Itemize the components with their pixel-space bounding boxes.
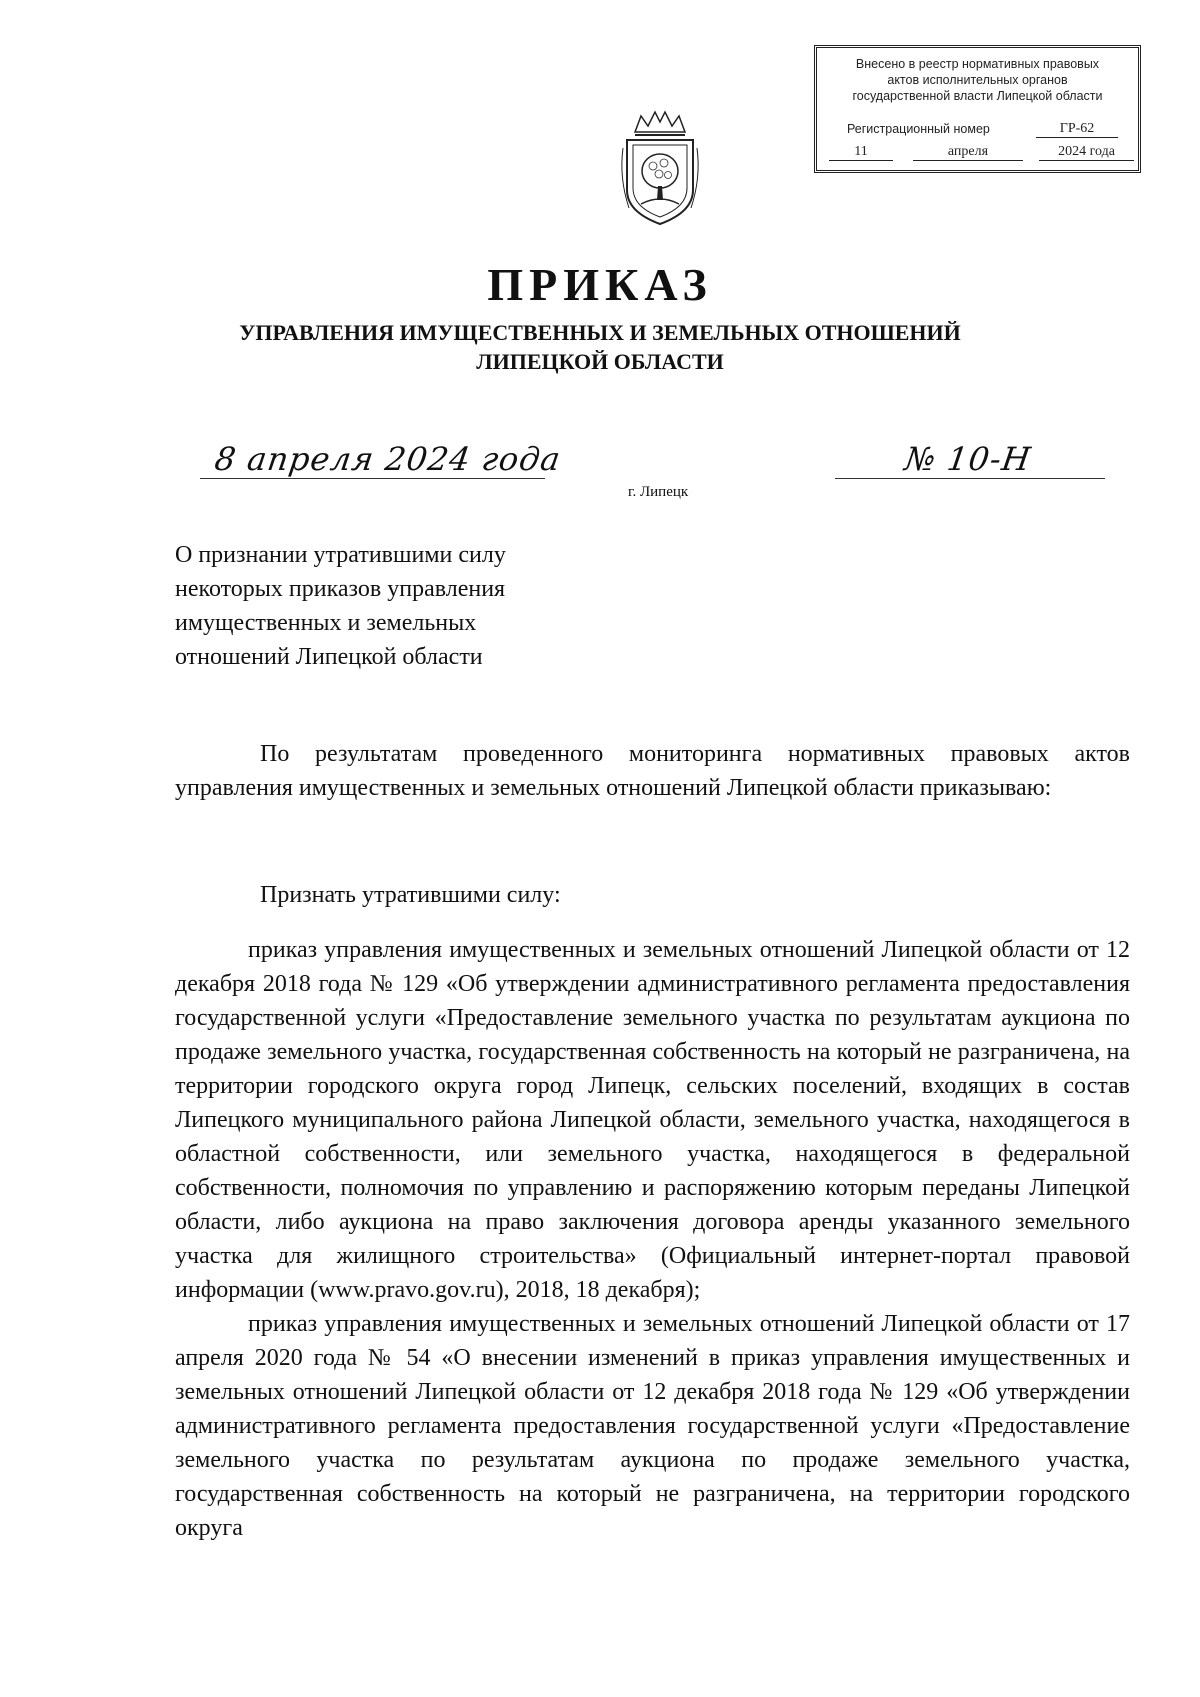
stamp-year: 2024 года xyxy=(1039,144,1134,161)
number-underline xyxy=(835,478,1105,479)
stamp-line-1: Внесено в реестр нормативных правовых xyxy=(855,57,1100,71)
stamp-day: 11 xyxy=(829,144,893,161)
registry-stamp xyxy=(814,45,1141,173)
list-item: приказ управления имущественных и земельных отношений Липецкой области от 17 апреля 2020 года № 54 «О внесении изменений в приказ управления имущественных и земельных отношений Липецкой области от 12 декабря 2018 года № 129 «Об утверждении административного регламента предоставления государственной услуги «Предоставление земельного участка по результатам аукциона по продаже земельного участка, государственная собственность на который не разграничена, на территории городского округа xyxy=(175,1311,1130,1541)
stamp-line-3: государственной власти Липецкой области xyxy=(852,89,1103,103)
resolve-text: Признать утратившими силу: xyxy=(260,882,561,908)
stamp-reg-label: Регистрационный номер xyxy=(847,122,990,136)
stamp-reg-number: ГР-62 xyxy=(1036,121,1118,138)
page-title: ПРИКАЗ xyxy=(487,259,713,310)
list-item: приказ управления имущественных и земельных отношений Липецкой области от 12 декабря 2018 года № 129 «Об утверждении административного регламента предоставления государственной услуги «Предоставление земельного участка по результатам аукциона по продаже земельного участка, государственная собственность на который не разграничена, на территории городского округа город Липецк, сельских поселений, входящих в состав Липецкого муниципального района Липецкой области, земельного участка, находящегося в областной собственности, или земельного участка, находящегося в федеральной собственности, полномочия по управлению и распоряжению которым переданы Липецкой области, либо аукциона на право заключения договора аренды указанного земельного участка для жилищного строительства» (Официальный интернет-портал правовой информации (www.pravo.gov.ru), 2018, 18 декабря); xyxy=(175,937,1130,1303)
coat-of-arms-icon xyxy=(615,108,705,228)
date-underline xyxy=(200,478,545,479)
issuer-line-1: УПРАВЛЕНИЯ ИМУЩЕСТВЕННЫХ И ЗЕМЕЛЬНЫХ ОТНОШЕНИЙ xyxy=(239,320,961,345)
issuer-heading xyxy=(0,318,1200,376)
document-subject: О признании утратившими силу некоторых приказов управления имущественных и земельных отношений Липецкой области xyxy=(175,542,506,670)
resolve-paragraph xyxy=(175,878,1130,912)
handwritten-number: № 10-Н xyxy=(902,440,1034,478)
stamp-line-2: актов исполнительных органов xyxy=(887,73,1068,87)
handwritten-date: 8 апреля 2024 года xyxy=(212,440,564,478)
preamble-paragraph xyxy=(175,737,1130,805)
repealed-items-list xyxy=(175,933,1130,1545)
stamp-month: апреля xyxy=(913,144,1023,161)
city-label: г. Липецк xyxy=(628,484,689,500)
issuer-line-2: ЛИПЕЦКОЙ ОБЛАСТИ xyxy=(476,349,724,374)
preamble-text: По результатам проведенного мониторинга нормативных правовых актов управления имущественных и земельных отношений Липецкой области приказываю: xyxy=(175,741,1130,801)
